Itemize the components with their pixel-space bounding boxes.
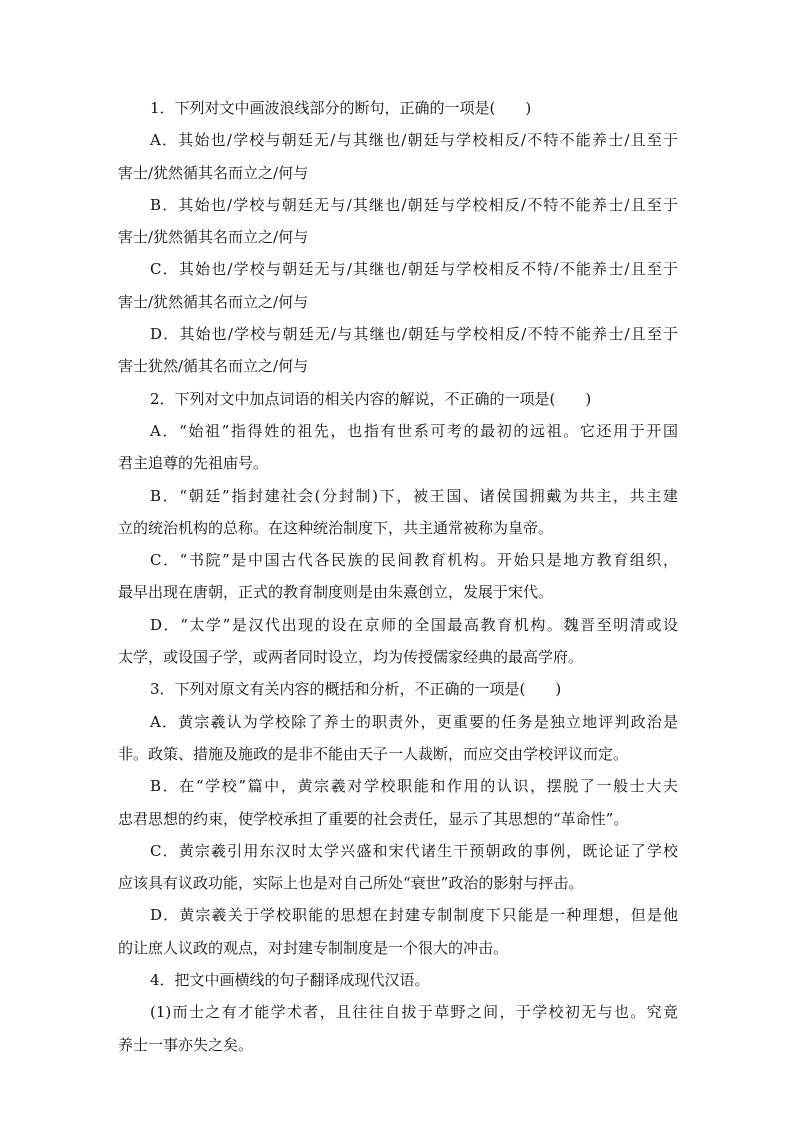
q3-option-b-line-1: B．在“学校”篇中，黄宗羲对学校职能和作用的认识，摆脱了一般士大夫 — [150, 777, 678, 796]
q2-option-c-line-1: C．“书院”是中国古代各民族的民间教育机构。开始只是地方教育组织， — [150, 551, 678, 570]
q3-option-b-line-2: 忠君思想的约束，使学校承担了重要的社会责任，显示了其思想的“革命性”。 — [118, 809, 629, 828]
q4-sub-1-line-2: 养士一事亦失之矣。 — [118, 1035, 254, 1054]
question-4-stem: 4．把文中画横线的句子翻译成现代汉语。 — [150, 971, 430, 990]
q3-option-a-line-2: 非。政策、措施及施政的是非不能由天子一人裁断，而应交由学校评议而定。 — [118, 744, 629, 763]
q1-option-c-line-1: C．其始也/学校与朝廷无与/其继也/朝廷与学校相反不特/不能养士/且至于 — [150, 260, 678, 279]
q1-option-c-line-2: 害士/犹然循其名而立之/何与 — [118, 292, 309, 311]
q3-option-d-line-2: 的让庶人议政的观点，对封建专制制度是一个很大的冲击。 — [118, 938, 509, 957]
q1-option-a-line-2: 害士/犹然循其名而立之/何与 — [118, 163, 309, 182]
q1-option-a-line-1: A．其始也/学校与朝廷无/与其继也/朝廷与学校相反/不特不能养士/且至于 — [150, 131, 678, 150]
q1-option-d-line-2: 害士犹然/循其名而立之/何与 — [118, 357, 309, 376]
q2-option-d-line-2: 太学，或设国子学，或两者同时设立，均为传授儒家经典的最高学府。 — [118, 648, 584, 667]
question-2-stem: 2．下列对文中加点词语的相关内容的解说，不正确的一项是( ) — [150, 389, 592, 408]
q3-option-a-line-1: A．黄宗羲认为学校除了养士的职责外，更重要的任务是独立地评判政治是 — [150, 712, 678, 731]
q4-sub-1-line-1: (1)而士之有才能学术者，且往往自拔于草野之间，于学校初无与也。究竟 — [150, 1003, 678, 1022]
q2-option-a-line-1: A．“始祖”指得姓的祖先，也指有世系可考的最初的远祖。它还用于开国 — [150, 421, 678, 440]
q3-option-c-line-1: C．黄宗羲引用东汉时太学兴盛和宋代诸生干预朝政的事例，既论证了学校 — [150, 841, 678, 860]
document-page — [118, 92, 678, 1061]
q1-option-b-line-1: B．其始也/学校与朝廷无与/其继也/朝廷与学校相反/不特不能养士/且至于 — [150, 195, 678, 214]
question-1-stem: 1．下列对文中画波浪线部分的断句，正确的一项是( ) — [150, 99, 532, 117]
q2-option-c-line-2: 最早出现在唐朝，正式的教育制度则是由朱熹创立，发展于宋代。 — [118, 583, 554, 602]
q2-option-b-line-2: 立的统治机构的总称。在这种统治制度下，共主通常被称为皇帝。 — [118, 518, 554, 537]
q2-option-b-line-1: B．“朝廷”指封建社会(分封制)下，被王国、诸侯国拥戴为共主，共主建 — [150, 486, 678, 505]
q1-option-d-line-1: D．其始也/学校与朝廷无/与其继也/朝廷与学校相反/不特不能养士/且至于 — [150, 325, 678, 344]
question-3-stem: 3．下列对原文有关内容的概括和分析，不正确的一项是( ) — [150, 680, 562, 699]
q3-option-d-line-1: D．黄宗羲关于学校职能的思想在封建专制制度下只能是一种理想，但是他 — [150, 906, 678, 925]
q3-option-c-line-2: 应该具有议政功能，实际上也是对自己所处“衰世”政治的影射与抨击。 — [118, 874, 584, 893]
q2-option-a-line-2: 君主追尊的先祖庙号。 — [118, 454, 269, 473]
q2-option-d-line-1: D．“太学”是汉代出现的设在京师的全国最高教育机构。魏晋至明清或设 — [150, 615, 678, 634]
q1-option-b-line-2: 害士/犹然循其名而立之/何与 — [118, 228, 309, 247]
